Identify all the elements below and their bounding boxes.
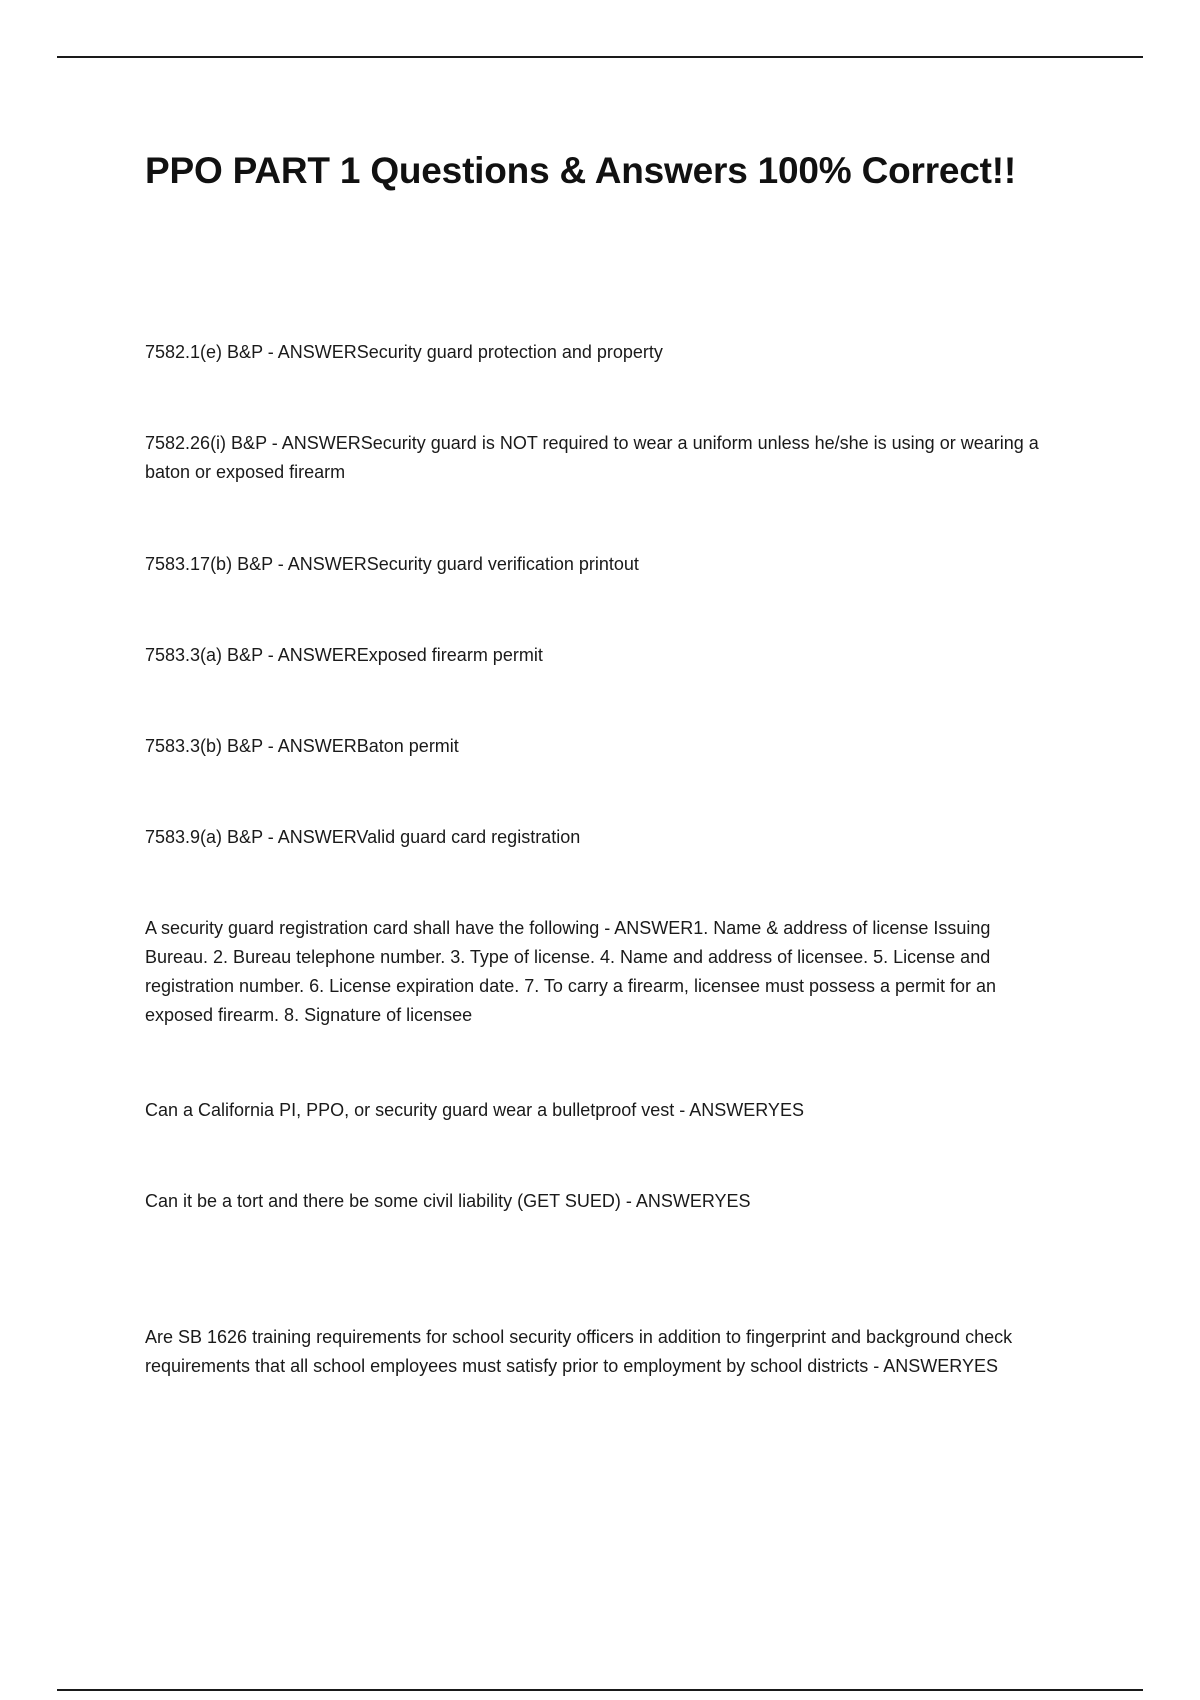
bottom-divider <box>57 1689 1143 1691</box>
qa-item: Can a California PI, PPO, or security guard wear a bulletproof vest - ANSWERYES <box>145 1100 804 1120</box>
qa-item: 7582.26(i) B&P - ANSWERSecurity guard is NOT required to wear a uniform unless he/she is using or wearing a baton or exposed firearm <box>145 433 1039 482</box>
qa-item: 7583.9(a) B&P - ANSWERValid guard card registration <box>145 827 581 847</box>
qa-item: 7583.3(a) B&P - ANSWERExposed firearm permit <box>145 645 543 665</box>
top-divider <box>57 56 1143 58</box>
qa-item: 7582.1(e) B&P - ANSWERSecurity guard protection and property <box>145 342 663 362</box>
document-title: PPO PART 1 Questions & Answers 100% Correct!! <box>145 150 1017 191</box>
qa-item: A security guard registration card shall have the following - ANSWER1. Name & address of license Issuing Bureau. 2. Bureau telephone number. 3. Type of license. 4. Name and address of licensee. 5. License and registration number. 6. License expiration date. 7. To carry a firearm, licensee must possess a permit for an exposed firearm. 8. Signature of licensee <box>145 918 997 1025</box>
qa-item: Can it be a tort and there be some civil liability (GET SUED) - ANSWERYES <box>145 1191 751 1211</box>
qa-item: Are SB 1626 training requirements for school security officers in addition to fingerprint and background check requirements that all school employees must satisfy prior to employment by school districts - ANSWERYES <box>145 1327 1013 1376</box>
qa-item: 7583.17(b) B&P - ANSWERSecurity guard verification printout <box>145 554 639 574</box>
qa-item: 7583.3(b) B&P - ANSWERBaton permit <box>145 736 459 756</box>
